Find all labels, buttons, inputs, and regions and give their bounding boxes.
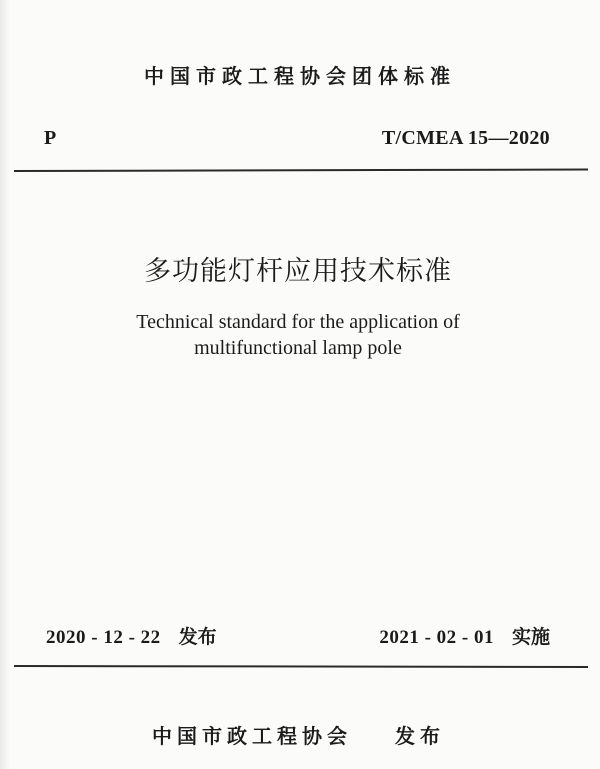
title-chinese: 多功能灯杆应用技术标准 — [144, 256, 452, 287]
top-divider — [14, 168, 588, 172]
organization-standard-heading: 中国市政工程协会团体标准 — [144, 64, 456, 88]
issuing-organization: 中国市政工程协会 — [152, 724, 352, 748]
issue-label: 发布 — [178, 626, 217, 648]
effective-label: 实施 — [511, 626, 550, 648]
bottom-divider — [14, 665, 588, 668]
issue-date: 2020 - 12 - 22 — [46, 627, 161, 648]
effective-date: 2021 - 02 - 01 — [379, 627, 494, 648]
effective-date-row — [379, 622, 550, 649]
issue-date-row — [46, 622, 217, 649]
category-code: P — [44, 127, 57, 149]
standard-number: T/CMEA 15—2020 — [381, 127, 550, 149]
title-english-line-1: Technical standard for the application of — [136, 311, 460, 333]
scan-edge-shading — [0, 0, 10, 769]
footer-issue-label: 发布 — [395, 724, 445, 748]
title-english-line-2: multifunctional lamp pole — [194, 337, 402, 359]
